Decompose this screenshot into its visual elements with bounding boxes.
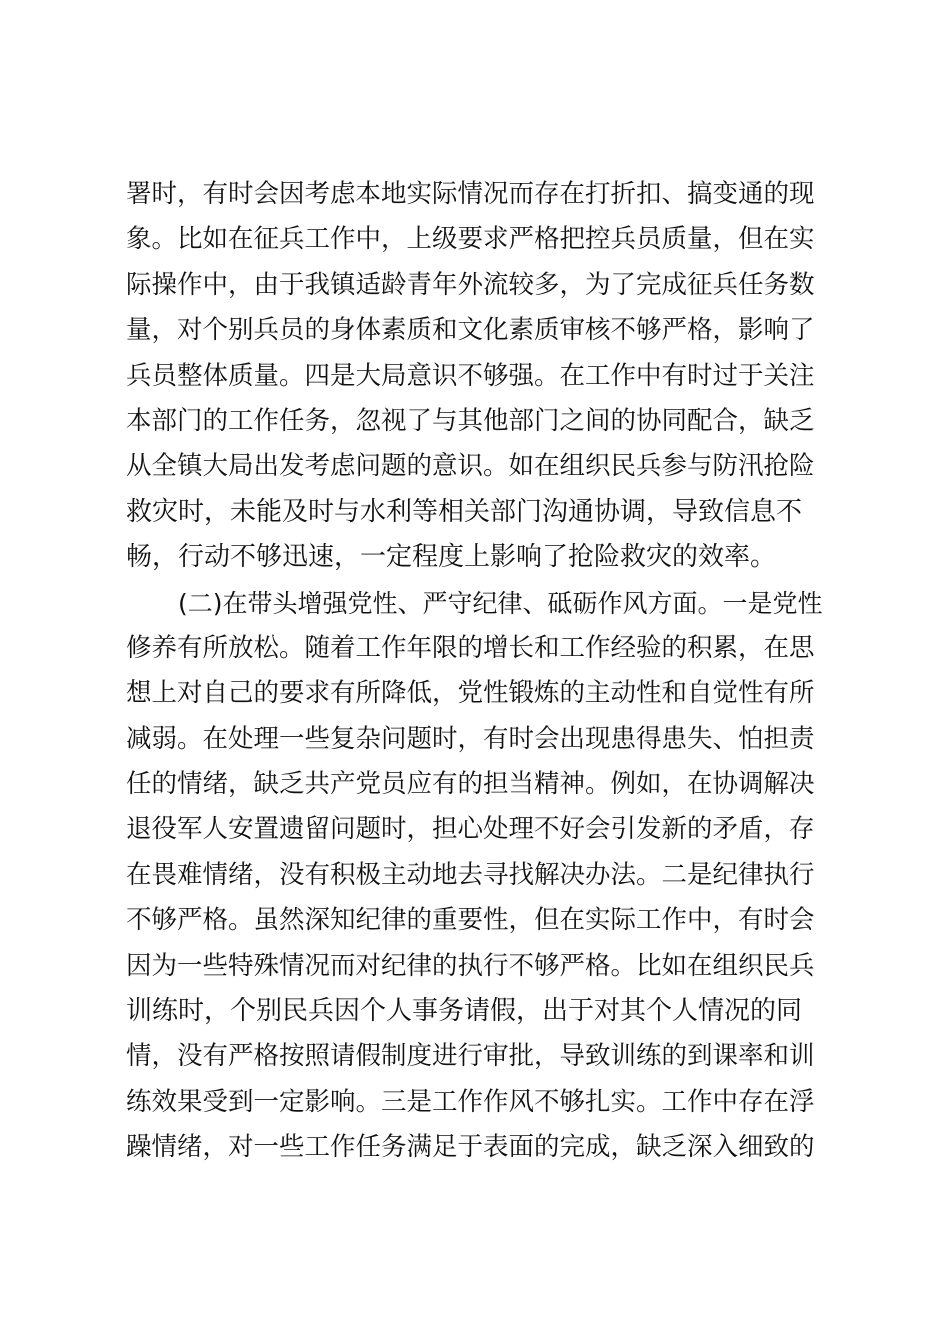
body-text bbox=[126, 172, 826, 1171]
text-line: 练效果受到一定影响。三是工作作风不够扎实。工作中存在浮 bbox=[126, 1086, 815, 1117]
text-line: 躁情绪，对一些工作任务满足于表面的完成，缺乏深入细致的 bbox=[126, 1132, 815, 1163]
text-line: 因为一些特殊情况而对纪律的执行不够严格。比如在组织民兵 bbox=[126, 950, 815, 981]
text-line: 在畏难情绪，没有积极主动地去寻找解决办法。二是纪律执行 bbox=[126, 859, 815, 890]
text-line: 修养有所放松。随着工作年限的增长和工作经验的积累，在思 bbox=[126, 632, 815, 663]
text-line: 际操作中，由于我镇适龄青年外流较多，为了完成征兵任务数 bbox=[126, 269, 815, 300]
text-line: 任的情绪，缺乏共产党员应有的担当精神。例如，在协调解决 bbox=[126, 769, 815, 800]
text-line: 救灾时，未能及时与水利等相关部门沟通协调，导致信息不 bbox=[126, 496, 803, 527]
text-line: 退役军人安置遗留问题时，担心处理不好会引发新的矛盾，存 bbox=[126, 814, 815, 845]
text-line: 署时，有时会因考虑本地实际情况而存在打折扣、搞变通的现 bbox=[126, 179, 815, 209]
text-line: 想上对自己的要求有所降低，党性锻炼的主动性和自觉性有所 bbox=[126, 678, 815, 709]
text-line: 训练时，个别民兵因个人事务请假，出于对其个人情况的同 bbox=[126, 996, 803, 1027]
text-line: 畅，行动不够迅速，一定程度上影响了抢险救灾的效率。 bbox=[126, 542, 777, 573]
text-line: 不够严格。虽然深知纪律的重要性，但在实际工作中，有时会 bbox=[126, 905, 815, 936]
text-line: 减弱。在处理一些复杂问题时，有时会出现患得患失、怕担责 bbox=[126, 723, 815, 754]
text-line: 量，对个别兵员的身体素质和文化素质审核不够严格，影响了 bbox=[126, 315, 815, 346]
text-line: 象。比如在征兵工作中，上级要求严格把控兵员质量，但在实 bbox=[126, 224, 815, 255]
text-line: 本部门的工作任务，忽视了与其他部门之间的协同配合，缺乏 bbox=[126, 405, 815, 436]
section-heading-line: (二)在带头增强党性、严守纪律、砥砺作风方面。一是党性 bbox=[178, 588, 823, 618]
text-line: 兵员整体质量。四是大局意识不够强。在工作中有时过于关注 bbox=[126, 360, 815, 391]
text-line: 情，没有严格按照请假制度进行审批，导致训练的到课率和训 bbox=[126, 1041, 815, 1072]
text-line: 从全镇大局出发考虑问题的意识。如在组织民兵参与防汛抢险 bbox=[126, 451, 815, 482]
